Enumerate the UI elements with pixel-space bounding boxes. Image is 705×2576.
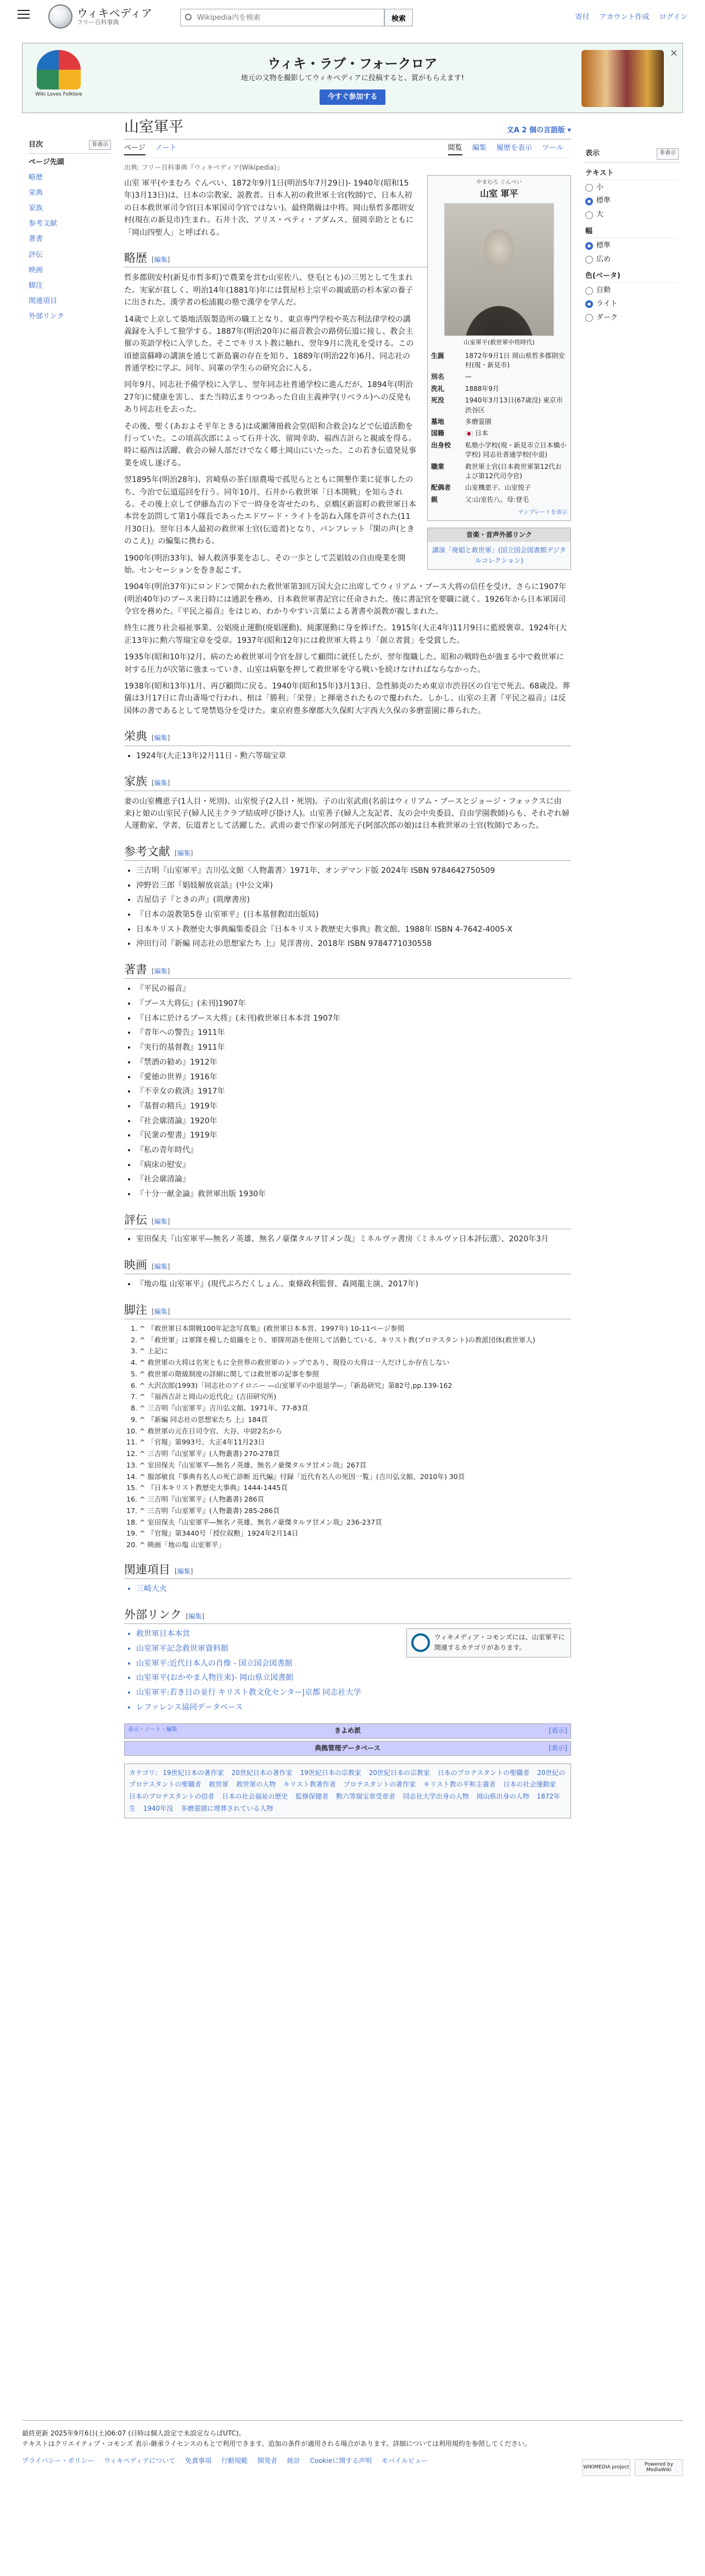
banner-text: 地元の文物を撮影してウィキペディアに投稿すると、賞がもらえます! xyxy=(240,74,465,82)
user-links xyxy=(567,12,687,24)
toc-item[interactable]: 家族 xyxy=(29,204,43,212)
radio-label: 広め xyxy=(596,255,611,264)
toc-item[interactable]: 著書 xyxy=(29,235,43,244)
text-size-small-radio[interactable] xyxy=(585,182,679,194)
paragraph: 1904年(明治37年)にロンドンで開かれた救世軍第3回万国大会に出席してウィリアム・ブース大将の信任を受け、さらに1907年(明治40年)のブース来日時には通訳を務め、日本救世軍書記官に任命された。後に書記官を要職に就く。1926年から日本軍国司令官を務めた。『平民之福音』をはじめ、わかりやすい言葉による著書や説教が親しまれた。 xyxy=(124,583,567,617)
appearance-title: 表示 xyxy=(585,149,600,158)
toc-item[interactable]: 栄典 xyxy=(29,188,43,197)
section-heading-chosho xyxy=(124,962,571,979)
edit-label: 編集 xyxy=(154,779,167,787)
banner-title: ウィキ・ラブ・フォークロア xyxy=(267,56,438,71)
last-edited: 最終更新 2025年9月6日(土)06:07 (日時は個人設定で未設定ならばUTC)。 xyxy=(22,2429,245,2437)
list-item: • 沖野岩三郎『娼妓解放哀話』(中公文庫) xyxy=(136,880,571,892)
radio-icon xyxy=(585,287,593,295)
media-box-title: 音楽・音声外部リンク xyxy=(428,528,570,542)
paragraph: 妻の山室機恵子(1人目・死別)、山室悦子(2人目・死別)。子の山室武甫(名前はウィリアム・ブースとジョージ・フォックスに由来)と娘の山室民子(婦人民主クラブ結成呼び掛け人)。山室善子(婦人之友記者、友の会中央委員、自由学園教師)らも、それぞれ婦人運動家、学者、伝道者として活躍した。武甫の妻で作家の阿部光子(阿部次郎の娘)は日本救世軍の士官(牧師)であった。 xyxy=(124,797,570,831)
film-list xyxy=(124,1279,571,1291)
footer-link[interactable]: Cookieに関する声明 xyxy=(310,2457,372,2465)
list-item[interactable]: • 救世軍日本本営 xyxy=(136,1628,571,1640)
footnote: 14. ^ 服部敏良『事典有名人の死亡診断 近代編』付録「近代有名人の死因一覧」(吉川弘文館、2010年) 30頁 xyxy=(139,1472,571,1482)
edit-section-link[interactable]: [編集] xyxy=(152,734,170,742)
footnote: 7. ^ 『福西吉計と岡山の近代化』(吉田研究所) xyxy=(139,1392,571,1402)
footer-link[interactable]: 行動規範 xyxy=(221,2457,248,2465)
page-tabs xyxy=(124,143,571,158)
edit-label: 編集 xyxy=(154,1307,167,1315)
infobox-key: 生誕 xyxy=(431,351,445,360)
infobox-key: 墓地 xyxy=(431,418,445,426)
section-heading-kazoku xyxy=(124,774,571,791)
edit-label: 編集 xyxy=(154,1217,167,1225)
campaign-banner xyxy=(22,43,683,113)
footnote: 3. ^ 上記に xyxy=(139,1346,571,1357)
section-title: 関連項目 xyxy=(124,1563,170,1576)
mediawiki-badge[interactable]: Powered by MediaWiki xyxy=(635,2459,683,2476)
paragraph: 哲多郡則安村(新見市哲多町)で農業を営む山室佐八、登毛(とも)の三男として生まれた。実家が貧しく、明治14年(1881年)年には質屋杉上宗平の親戚筋の杉本家の養子に出された。漢学者の松浦親の塾で漢学を学んだ。 xyxy=(124,273,413,307)
list-item[interactable]: • 山室軍平:近代日本人の肖像 - 国立国会図書館 xyxy=(136,1658,571,1670)
footnote: 1. ^ 『救世軍日本開戦100年記念写真集』(救世軍日本本営、1997年) 10-11ページ参照 xyxy=(139,1324,571,1334)
category-link[interactable]: 日本のプロテスタントの信者 xyxy=(129,1792,215,1800)
edit-section-link[interactable]: [編集] xyxy=(175,1567,193,1575)
page-title: 山室軍平 xyxy=(124,119,183,136)
portrait-image[interactable] xyxy=(444,203,554,336)
color-auto-radio[interactable] xyxy=(585,285,679,296)
list-item: • 三吉明『山室軍平』吉川弘文館〈人物叢書〉1971年、オンデマンド版 2024年 ISBN 9784642750509 xyxy=(136,865,571,877)
references-list xyxy=(124,865,571,950)
footnote: 15. ^ 『日本キリスト教歴史大事典』1444-1445頁 xyxy=(139,1483,571,1493)
footer-link[interactable]: プライバシー・ポリシー xyxy=(22,2457,94,2465)
site-tagline: フリー百科事典 xyxy=(77,18,119,26)
infobox-key: 親 xyxy=(431,495,438,503)
paragraph: 1900年(明治33年)、婦人救済事業を志し、その一歩として芸娼妓の自由廃業を開始。センセーションを巻き起こす。 xyxy=(124,553,406,575)
banner-logo-label: Wiki Loves Folklore xyxy=(35,92,82,97)
license-text: テキストはクリエイティブ・コモンズ 表示-継承ライセンスのもとで利用できます。追加の条件が適用される場合があります。詳細については利用規約を参照してください。 xyxy=(22,2440,531,2448)
footer-link[interactable]: ウィキペディアについて xyxy=(104,2457,176,2465)
edit-section-link[interactable]: [編集] xyxy=(152,1262,170,1270)
navbox-show-button[interactable]: [表示] xyxy=(549,1727,567,1735)
footnote: 13. ^ 室田保夫『山室軍平―無名ノ英雄、無名ノ豪傑タルヲ甘メン哉』267頁 xyxy=(139,1460,571,1471)
site-logo[interactable] xyxy=(48,4,152,29)
footnote: 8. ^ 三吉明『山室軍平』吉川弘文館、1971年、77-83頁 xyxy=(139,1403,571,1414)
footnote: 4. ^ 救世軍の大将は名実ともに全世界の救世軍のトップであり、現役の大将は一人だけしか存在しない xyxy=(139,1358,571,1368)
main-content xyxy=(124,117,571,1818)
list-item[interactable]: • 『社会廓清論』1920年 xyxy=(136,1116,571,1128)
intro-paragraph: 山室 軍平(やまむろ ぐんぺい、1872年9月1日(明治5年7月29日)- 1940年(昭和15年)3月13日)は、日本の宗教家、説教者。日本人初の救世軍士官(牧師)で、日本人初の日本救世軍司令官(日本軍国司令官ではない)。最終階級は中将。岡山県哲多郡則安村(現在の新見市)生まれ。石井十次、アリス・ペティ・アダムス、留岡幸助とともに「岡山四聖人」と呼ばれる。 xyxy=(124,179,415,237)
commons-icon xyxy=(411,1633,430,1652)
biography-list xyxy=(124,1234,571,1246)
edit-label: 編集 xyxy=(154,734,167,742)
banner-photo xyxy=(581,50,664,107)
radio-icon xyxy=(585,256,593,264)
navbox xyxy=(124,1723,571,1738)
toc-item[interactable]: 映画 xyxy=(29,266,43,275)
footnote: 16. ^ 三吉明『山室軍平』(人物叢書) 286頁 xyxy=(139,1494,571,1505)
infobox-name: 山室 軍平 xyxy=(480,188,518,199)
color-dark-radio[interactable] xyxy=(585,312,679,324)
works-list xyxy=(124,983,571,1200)
authority-control xyxy=(124,1741,571,1756)
list-item[interactable]: • 『青年への警告』1911年 xyxy=(136,1027,571,1039)
section-heading-kanren xyxy=(124,1563,571,1579)
footnote: 9. ^ 『新編 同志社の思想家たち 上』184頁 xyxy=(139,1415,571,1425)
toc-title: 目次 xyxy=(29,141,43,149)
category-link[interactable]: 日本の社会福祉の歴史 xyxy=(222,1792,288,1800)
infobox-value: — xyxy=(465,373,472,381)
edit-section-link[interactable]: [編集] xyxy=(186,1612,204,1620)
category-link[interactable]: 20世紀のプロテスタントの聖職者 xyxy=(129,1768,566,1789)
list-item[interactable]: • 『禁酒の勧め』1912年 xyxy=(136,1057,571,1069)
infobox xyxy=(427,175,571,521)
infobox-key: 死没 xyxy=(431,396,445,405)
infobox-value-text: 日本 xyxy=(475,429,489,438)
list-item[interactable]: • 『愛徳の世界』1916年 xyxy=(136,1072,571,1084)
list-item: • 吉屋信子『ときの声』(筑摩書房) xyxy=(136,894,571,906)
tab-page[interactable]: ページ xyxy=(124,144,146,155)
infobox-value: 山室機恵子、山室悦子 xyxy=(465,484,531,492)
edit-label: 編集 xyxy=(154,967,167,976)
category-link[interactable]: 日本のプロテスタントの聖職者 xyxy=(437,1768,530,1777)
list-item[interactable]: • 山室軍平:若き日の並行 キリスト教文化センター|京都 同志社大学 xyxy=(136,1687,571,1699)
main-menu-icon[interactable] xyxy=(18,10,30,19)
edit-label: 編集 xyxy=(188,1612,202,1620)
infobox-key: 別名 xyxy=(431,373,445,381)
japan-flag-icon xyxy=(465,431,473,436)
tab-read[interactable]: 閲覧 xyxy=(448,144,462,155)
section-title: 家族 xyxy=(124,775,147,788)
category-link[interactable]: プロテスタントの著作家 xyxy=(343,1780,416,1789)
category-link[interactable]: 同志社大学出身の人物 xyxy=(402,1792,469,1800)
infobox-key: 職業 xyxy=(431,462,445,471)
footnote: 11. ^ 「官報」第993号、大正4年11月23日 xyxy=(139,1437,571,1448)
infobox-value xyxy=(465,428,567,439)
tab-talk[interactable]: ノート xyxy=(155,144,177,153)
category-link[interactable]: 1940年没 xyxy=(143,1804,174,1812)
edit-section-link[interactable]: [編集] xyxy=(152,1217,170,1225)
infobox-value: 私塾小学校(現・新見市立日本橋小学校) 同志社普通学校(中退) xyxy=(465,441,567,459)
radio-selected-icon xyxy=(585,300,593,308)
infobox-value: 救世軍士官(日本救世軍第12代および第12代司令官) xyxy=(465,462,562,480)
category-link[interactable]: 多磨霊園に埋葬されている人物 xyxy=(181,1804,273,1812)
infobox-value: 1872年9月1日 岡山県哲多郡則安村(現・新見市) xyxy=(465,351,565,369)
search-icon xyxy=(185,14,192,20)
section-heading-eiten xyxy=(124,729,571,746)
radio-icon xyxy=(585,314,593,322)
honors-list xyxy=(124,751,571,763)
paragraph: 1935年(昭和10年)2月、病のため救世軍司令官を辞して顧問に就任したが、翌年復職した。昭和の戦時色が強まる中で救世軍に対する圧力が次第に強まっていき、山室は病躯を押して救世軍を守る戦いを続けなければならなかった。 xyxy=(124,653,564,674)
categories-label[interactable]: カテゴリ: xyxy=(129,1768,158,1777)
table-of-contents xyxy=(29,139,111,327)
category-link[interactable]: 勲六等瑞宝章受章者 xyxy=(336,1792,396,1800)
paragraph: その後、聖く(あおよそ平年ときる)は成瀬簿冊救会堂(昭和合救会)などで伝道活動を行っていた。この頃高次郎によって石井十次、留岡幸助、福西吉計らと親戚を得る。時に福西は活躍、救会の婦人部だけでなく郷土岡山にいたった。この若き伝道発見事業を成し遂げる。 xyxy=(124,422,416,468)
list-item: • 『地の塩 山室軍平』(現代ぷろだくしょん、東條政利監督、森岡龍主演、2017年) xyxy=(136,1279,571,1291)
text-size-group-title: テキスト xyxy=(585,168,679,180)
list-item[interactable]: • 三崎大火 xyxy=(136,1583,571,1595)
text-size-large-radio[interactable] xyxy=(585,209,679,221)
list-item: • 『十分一献金論』救世軍出版 1930年 xyxy=(136,1189,571,1201)
footnote: 12. ^ 三吉明『山室軍平』(人物叢書) 270-278頁 xyxy=(139,1449,571,1459)
radio-label: 大 xyxy=(596,210,604,219)
section-heading-kyakuchu xyxy=(124,1303,571,1319)
width-standard-radio[interactable] xyxy=(585,240,679,252)
footnote: 6. ^ 大沢次郎(1993)「同志社のアイロニー ―山室軍平の中退退学―」『新島研究』第82号,pp.139-162 xyxy=(139,1381,571,1391)
category-link[interactable]: 1872年生 xyxy=(129,1792,561,1812)
create-account-link[interactable]: アカウント作成 xyxy=(599,13,650,21)
list-item: • 1924年(大正13年)2月11日 - 勲六等瑞宝章 xyxy=(136,751,571,763)
tab-edit[interactable]: 編集 xyxy=(472,144,486,153)
media-box xyxy=(427,528,571,570)
category-link[interactable]: キリスト教の平和主義者 xyxy=(423,1780,496,1789)
appearance-hide-button[interactable]: 非表示 xyxy=(657,148,679,160)
section-heading-hyoden xyxy=(124,1213,571,1229)
infobox-caption: 山室軍平(救世軍中将時代) xyxy=(463,338,535,346)
footnote: 17. ^ 三吉明『山室軍平』(人物叢書) 285-286頁 xyxy=(139,1506,571,1516)
radio-label: 小 xyxy=(596,183,604,192)
page-footer xyxy=(22,2420,683,2473)
toc-item[interactable]: 関連項目 xyxy=(29,297,58,306)
category-link[interactable]: 岡山県出身の人物 xyxy=(476,1792,529,1800)
infobox-table xyxy=(431,350,567,506)
infobox-value: 多磨霊園 xyxy=(465,418,492,426)
tab-tools[interactable]: ツール xyxy=(542,144,563,153)
list-item: • 沖田行司『新編 同志社の思想家たち 上』晃洋書房、2018年 ISBN 9784771030558 xyxy=(136,938,571,950)
radio-icon xyxy=(585,211,593,219)
section-title: 栄典 xyxy=(124,730,147,743)
media-box-link[interactable]: 講演「廃娼と救世軍」(国立国会図書館デジタルコレクション) xyxy=(432,546,566,565)
paragraph: 翌1895年(明治28年)、宮崎県の茶臼原農場で孤児らとともに開墾作業に従事したのち、今治で伝道巡回を行う。同年10月、石井から救世軍「日本開戦」を知らされる。その後上京して伊藤為吉の下で一時身を寄せたのち、京橋区新富町の救世軍日本本営を訪問して第1小隊長であったエドワード・ライトを訪ね入隊を許可された(11月30日)。翌年日本人最初の救世軍士官(伝道者)となり、パンフレット『閑の声(ときのこえ)』の編集に携わる。 xyxy=(124,475,416,546)
section-title: 映画 xyxy=(124,1258,147,1272)
list-item: • 『病床の慰安』 xyxy=(136,1160,571,1172)
site-name: ウィキペディア xyxy=(77,6,153,20)
paragraph: 同年9月、同志社予備学校に入学し、翌年同志社普通学校に進んだが、1894年(明治27年)に健康を害し、また当時広まりつつあった自由主義神学(リベラル)への反発もあり同志社を去った。 xyxy=(124,380,413,415)
section-title: 脚注 xyxy=(124,1303,147,1317)
infobox-value: 1940年3月13日(67歳没) 東京市渋谷区 xyxy=(465,396,563,414)
edit-label: 編集 xyxy=(154,256,167,264)
list-item[interactable]: • 『ブース大将伝』(未刊)1907年 xyxy=(136,998,571,1010)
infobox-key: 出身校 xyxy=(431,441,451,449)
toc-item[interactable]: 参考文献 xyxy=(29,220,58,228)
edit-section-link[interactable]: [編集] xyxy=(152,967,170,976)
footer-link[interactable]: 免責事項 xyxy=(185,2457,212,2465)
radio-label: 自動 xyxy=(596,286,611,295)
radio-label: ライト xyxy=(596,299,618,308)
section-heading-gaibu xyxy=(124,1608,571,1624)
radio-icon xyxy=(585,184,593,192)
footer-link[interactable]: 統計 xyxy=(287,2457,300,2465)
section-heading-eiga xyxy=(124,1258,571,1274)
edit-label: 編集 xyxy=(177,1567,191,1575)
list-item: • 『日本の説教第5巻 山室軍平』(日本基督教団出版局) xyxy=(136,909,571,921)
edit-label: 編集 xyxy=(154,1262,167,1270)
list-item[interactable]: • 『基督の精兵』1919年 xyxy=(136,1101,571,1113)
navbox-vte[interactable]: 表示・ノート・編集 xyxy=(128,1727,177,1733)
infobox-key: 洗礼 xyxy=(431,384,445,393)
authority-show-button[interactable]: [表示] xyxy=(549,1744,567,1752)
list-item[interactable]: • 山室軍平記念救世軍資料館 xyxy=(136,1643,571,1655)
list-item: • 室田保夫『山室軍平―無名ノ英雄、無名ノ豪傑タルヲ甘メン哉』ミネルヴァ書房〈ミネルヴァ日本評伝選〉、2020年3月 xyxy=(136,1234,571,1246)
categories-box xyxy=(124,1763,571,1818)
list-item: • 『私の青年時代』 xyxy=(136,1145,571,1157)
category-link[interactable]: 20世紀日本の宗教家 xyxy=(368,1768,430,1777)
radio-label: 標準 xyxy=(596,241,611,250)
search-button[interactable]: 検索 xyxy=(384,9,413,26)
list-item[interactable]: • 『平民の福音』 xyxy=(136,983,571,995)
list-item[interactable]: • 『日本に於けるブース大将』(未刊)救世軍日本本営 1907年 xyxy=(136,1013,571,1025)
donate-link[interactable]: 寄付 xyxy=(575,13,590,21)
section-title: 外部リンク xyxy=(124,1608,182,1621)
list-item[interactable]: • 山室軍平(おかやま人物往来)- 岡山県立図書館 xyxy=(136,1672,571,1684)
language-button-label: 2 個の言語版 xyxy=(522,126,565,135)
footnote: 10. ^ 救世軍の元在日司令官、大谷、中尉2名から xyxy=(139,1426,571,1437)
list-item: • 『社会廓清論』 xyxy=(136,1174,571,1186)
list-item[interactable]: • 『不幸女の救済』1917年 xyxy=(136,1086,571,1098)
list-item[interactable]: • 『実行的基督教』1911年 xyxy=(136,1042,571,1054)
width-wide-radio[interactable] xyxy=(585,254,679,266)
list-item[interactable]: • 『民衆の聖書』1919年 xyxy=(136,1130,571,1142)
site-header xyxy=(0,0,705,35)
edit-section-link[interactable]: [編集] xyxy=(152,256,170,264)
toc-item[interactable]: 略歴 xyxy=(29,173,43,182)
edit-section-link[interactable]: [編集] xyxy=(152,1307,170,1315)
color-group-title: 色(ベータ) xyxy=(585,271,679,283)
category-link[interactable]: 日本の社会運動家 xyxy=(503,1780,556,1789)
section-title: 参考文献 xyxy=(124,844,170,858)
infobox-key: 配偶者 xyxy=(431,484,451,492)
width-group-title: 幅 xyxy=(585,226,679,238)
infobox-value: 1888年9月 xyxy=(465,384,500,393)
edit-section-link[interactable]: [編集] xyxy=(175,849,193,857)
category-link[interactable]: 救世軍の人物 xyxy=(236,1780,276,1789)
template-link[interactable]: テンプレートを表示 xyxy=(518,509,567,516)
close-icon[interactable]: × xyxy=(669,47,678,59)
commons-box xyxy=(406,1628,571,1657)
footnotes-list xyxy=(124,1324,571,1550)
footnote: 20. ^ 映画「地の塩 山室軍平」 xyxy=(139,1540,571,1550)
footnote: 18. ^ 室田保夫『山室軍平―無名ノ英雄、無名ノ豪傑タルヲ甘メン哉』236-237頁 xyxy=(139,1517,571,1528)
radio-selected-icon xyxy=(585,198,593,205)
footer-link[interactable]: モバイルビュー xyxy=(382,2457,428,2465)
section-heading-sanko xyxy=(124,844,571,861)
footnote: 19. ^ 『官報』第3440号「授位叙勲」1924年2月14日 xyxy=(139,1528,571,1539)
color-light-radio[interactable] xyxy=(585,299,679,310)
footnote: 2. ^ 「救世軍」は軍隊を模した組織をとり、軍隊用語を使用して活動している。キリスト教(プロテスタント)の教派団体(救世軍人) xyxy=(139,1335,571,1346)
category-link[interactable]: 監修保健者 xyxy=(295,1792,329,1800)
list-item: • 日本キリスト教歴史大事典編集委員会『日本キリスト教歴史大事典』教文館、1988年 ISBN 4-7642-4005-X xyxy=(136,924,571,936)
category-link[interactable]: 19世紀日本の著作家 xyxy=(163,1768,224,1777)
section-title: 著書 xyxy=(124,963,147,977)
infobox-value: 父:山室佐八、母:登毛 xyxy=(465,495,529,503)
toc-item[interactable]: 外部リンク xyxy=(29,312,64,321)
list-item[interactable]: • レファレンス協同データベース xyxy=(136,1702,571,1714)
paragraph: 14歳で上京して築地活版製造所の職工となり、東京専門学校や英吉利法律学校の講義録を入手して独学する。1887年(明治20年)に福音教会の路傍伝道に接し、教会主催の英語学校に入学した。そこでキリスト教に触れ、翌年9月に洗礼を受ける。この頃徳富蘇峰の講演を通じて新島襄の存在を知り、1889年(明治22年)6月、同志社の普通学校に学ぶ。同年、同輩の学生らの研究会に入る。 xyxy=(124,315,414,373)
language-button[interactable]: 文A 2 個の言語版 ▾ xyxy=(506,126,571,135)
section-title: 略歴 xyxy=(124,251,147,265)
toc-item-top[interactable]: ページ先頭 xyxy=(29,158,64,166)
related-list xyxy=(124,1583,571,1595)
toc-item[interactable]: 脚注 xyxy=(29,281,43,290)
toc-hide-button[interactable]: 非表示 xyxy=(89,140,111,150)
text-size-standard-radio[interactable] xyxy=(585,195,679,207)
category-link[interactable]: キリスト教著作者 xyxy=(283,1780,336,1789)
edit-section-link[interactable]: [編集] xyxy=(152,779,170,787)
edit-label: 編集 xyxy=(177,849,191,857)
appearance-panel xyxy=(585,148,679,326)
search-input[interactable] xyxy=(180,9,384,26)
from-line: 出典: フリー百科事典『ウィキペディア(Wikipedia)』 xyxy=(124,163,283,171)
toc-item[interactable]: 評伝 xyxy=(29,250,43,259)
search-form xyxy=(180,9,413,26)
paragraph: 終生に渡り社会福祉事業、公娼廃止運動(廃娼運動)、純潔運動に身を捧げた。1915年(大正4年)11月9日に藍綬褒章、1924年(大正13年)に勲六等瑞宝章を受章。1937年(昭和12年)には救世軍大将より「創立者賞」を受賞した。 xyxy=(124,624,567,645)
footer-link[interactable]: 開発者 xyxy=(257,2457,277,2465)
commons-text[interactable]: ウィキメディア・コモンズには、山室軍平に関連するカテゴリがあります。 xyxy=(434,1633,565,1652)
banner-join-button[interactable]: 今すぐ参加する xyxy=(320,89,385,105)
radio-selected-icon xyxy=(585,242,593,250)
category-link[interactable]: 救世軍 xyxy=(209,1780,229,1789)
wikipedia-globe-icon xyxy=(48,4,72,29)
navbox-title: きよめ派 xyxy=(334,1727,361,1735)
infobox-key: 国籍 xyxy=(431,429,445,438)
login-link[interactable]: ログイン xyxy=(659,13,687,21)
category-link[interactable]: 19世紀日本の宗教家 xyxy=(300,1768,361,1777)
authority-title: 典拠管理データベース xyxy=(315,1744,381,1752)
footnote: 5. ^ 救世軍の階級制度の詳細に関しては救世軍の記事を参照 xyxy=(139,1369,571,1380)
category-link[interactable]: 20世紀日本の著作家 xyxy=(231,1768,293,1777)
tab-history[interactable]: 履歴を表示 xyxy=(496,144,533,153)
section-title: 評伝 xyxy=(124,1213,147,1227)
radio-label: ダーク xyxy=(596,313,618,322)
infobox-kana: やまむろ ぐんぺい xyxy=(476,180,522,186)
translate-icon: 文A xyxy=(506,126,522,135)
wikimedia-badge[interactable]: WIKIMEDIA project xyxy=(582,2459,630,2476)
paragraph: 1938年(昭和13年)1月、再び顧問に戻る。1940年(昭和15年)3月13日、急性肺炎のため東京市渋谷区の自宅で死去。68歳没。葬儀は3月17日に青山斎場で行われ、棺は「勝利」「栄誉」と揮毫されたもので覆われた。しかし、山室の主著『平民之福音』は反国体の書であるとして発禁処分を受けた。東京府豊多摩郡大久保町大字西大久保の多磨霊園に葬られた。 xyxy=(124,682,570,715)
radio-label: 標準 xyxy=(596,197,611,205)
